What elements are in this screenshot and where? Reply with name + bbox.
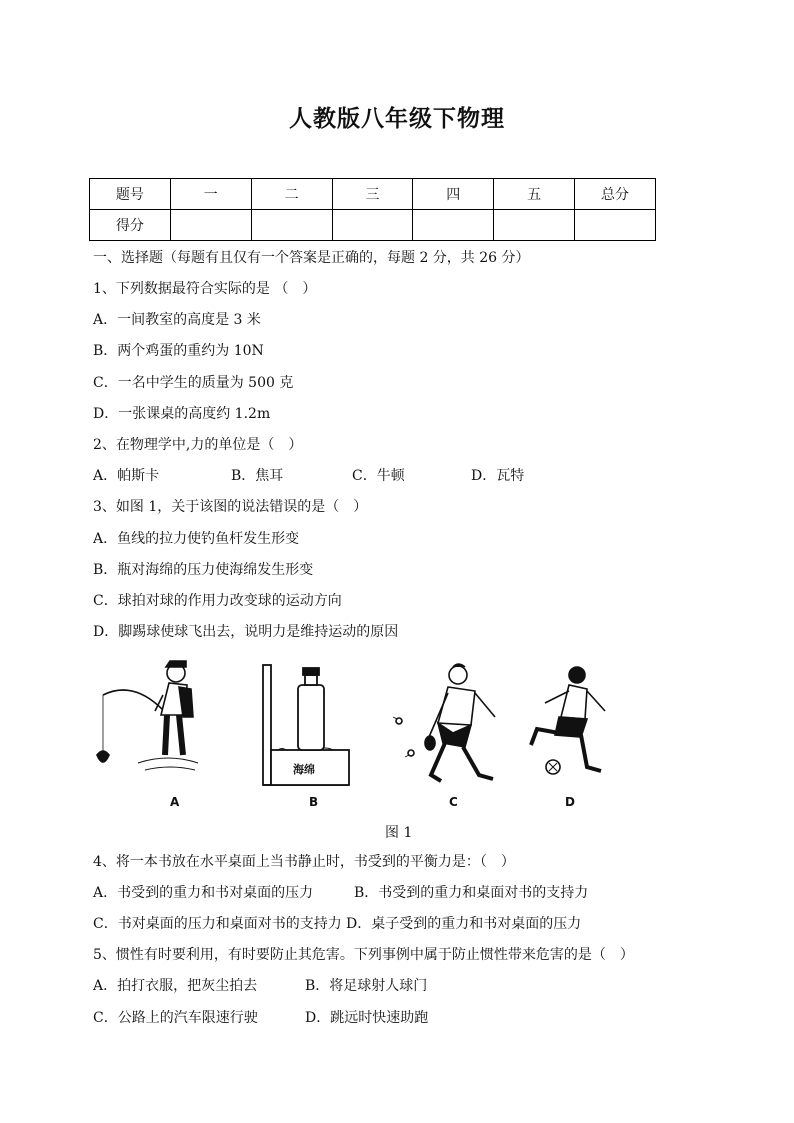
option: D．一张课桌的高度约 1.2m <box>93 406 271 422</box>
score-header-cell: 五 <box>494 179 575 210</box>
table-tennis-player-illustration <box>393 664 495 781</box>
option: A．鱼线的拉力使钓鱼杆发生形变 <box>93 531 300 547</box>
figure-label-a: A <box>170 795 180 809</box>
score-header-cell: 一 <box>170 179 251 210</box>
option: D．桌子受到的重力和书对桌面的压力 <box>346 916 582 932</box>
option: C．公路上的汽车限速行驶 <box>93 1010 258 1026</box>
option: A．帕斯卡 <box>93 468 160 484</box>
question-stem: 4、将一本书放在水平桌面上当书静止时，书受到的平衡力是：（ ） <box>93 854 515 870</box>
question-stem: 3、如图 1，关于该图的说法错误的是（ ） <box>93 499 368 515</box>
figure-label-d: D <box>565 795 575 809</box>
score-table <box>89 178 656 241</box>
score-cell[interactable] <box>575 210 656 241</box>
score-cell[interactable] <box>332 210 413 241</box>
option: D．跳远时快速助跑 <box>305 1010 429 1026</box>
sponge-label: 海绵 <box>293 763 315 776</box>
option: C．球拍对球的作用力改变球的运动方向 <box>93 593 342 609</box>
fisherman-illustration <box>97 661 198 770</box>
score-row-label: 得分 <box>90 210 171 241</box>
score-header-cell: 四 <box>413 179 494 210</box>
page-title: 人教版八年级下物理 <box>289 105 505 132</box>
score-cell[interactable] <box>170 210 251 241</box>
figure-1-illustrations <box>93 655 633 815</box>
option: B．将足球射人球门 <box>305 978 428 994</box>
option: C．书对桌面的压力和桌面对书的支持力 <box>93 916 342 932</box>
football-player-illustration <box>531 667 605 774</box>
option: B．瓶对海绵的压力使海绵发生形变 <box>93 562 314 578</box>
score-table-header-row <box>90 179 656 210</box>
option: D．脚踢球使球飞出去，说明力是维持运动的原因 <box>93 624 399 640</box>
option: A．书受到的重力和书对桌面的压力 <box>93 885 314 901</box>
question-stem: 2、在物理学中,力的单位是（ ） <box>93 437 303 453</box>
score-header-cell: 总分 <box>575 179 656 210</box>
score-table-score-row <box>90 210 656 241</box>
score-cell[interactable] <box>494 210 575 241</box>
option: A．拍打衣服，把灰尘拍去 <box>93 978 258 994</box>
option: A．一间教室的高度是 3 米 <box>93 312 261 328</box>
question-stem: 1、下列数据最符合实际的是 （ ） <box>93 281 317 297</box>
question-stem: 5、惯性有时要利用，有时要防止其危害。下列事例中属于防止惯性带来危害的是（ ） <box>93 947 634 963</box>
score-header-cell: 三 <box>332 179 413 210</box>
option: D．瓦特 <box>471 468 525 484</box>
figure-label-b: B <box>309 795 319 809</box>
section-heading: 一、选择题（每题有且仅有一个答案是正确的，每题 2 分，共 26 分） <box>93 250 530 266</box>
figure-1 <box>93 655 633 815</box>
figure-caption: 图 1 <box>385 825 413 841</box>
option: C．一名中学生的质量为 500 克 <box>93 375 294 391</box>
score-cell[interactable] <box>413 210 494 241</box>
score-cell[interactable] <box>251 210 332 241</box>
score-header-cell: 二 <box>251 179 332 210</box>
option: B．焦耳 <box>231 468 284 484</box>
score-header-cell: 题号 <box>90 179 171 210</box>
figure-label-c: C <box>449 795 458 809</box>
option: B．书受到的重力和桌面对书的支持力 <box>354 885 589 901</box>
option: B．两个鸡蛋的重约为 10N <box>93 343 264 359</box>
option: C．牛顿 <box>352 468 405 484</box>
